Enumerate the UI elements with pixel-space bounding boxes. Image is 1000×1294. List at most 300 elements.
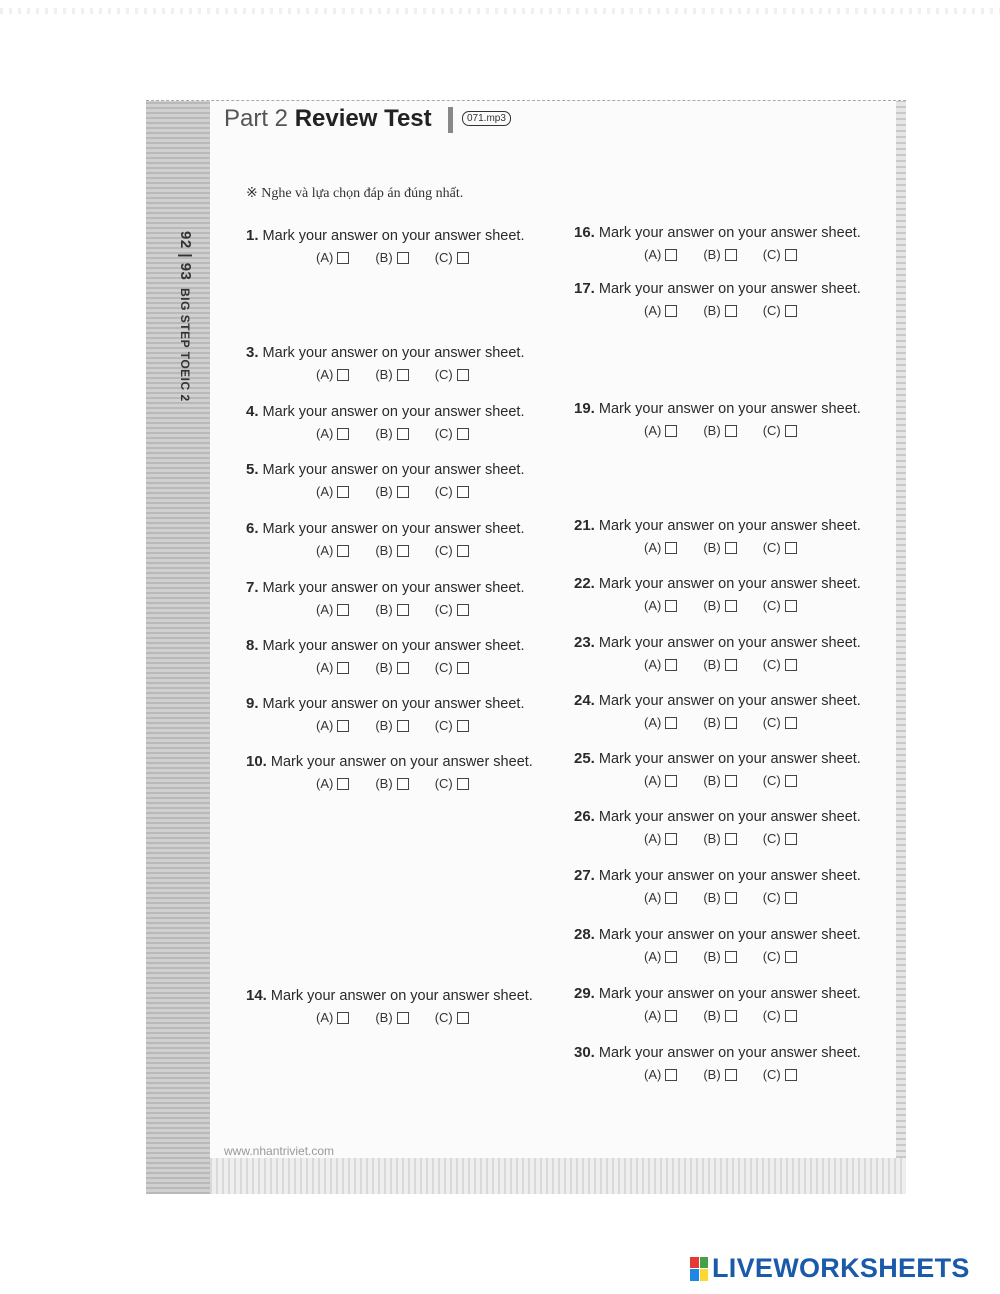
- answer-option[interactable]: [316, 718, 349, 733]
- answer-checkbox[interactable]: [337, 486, 349, 498]
- answer-option[interactable]: [763, 1008, 797, 1023]
- option-label: (C): [762, 773, 781, 788]
- answer-option[interactable]: [644, 715, 677, 730]
- answer-option[interactable]: [435, 484, 469, 499]
- question-text: Mark your answer on your answer sheet.: [598, 225, 861, 241]
- option-label: (B): [703, 831, 721, 846]
- question-text: Mark your answer on your answer sheet.: [270, 754, 533, 770]
- answer-option[interactable]: [703, 831, 736, 846]
- question-line: [246, 637, 566, 654]
- answer-option[interactable]: [644, 890, 677, 905]
- answer-checkbox[interactable]: [785, 951, 797, 963]
- option-label: (C): [762, 540, 781, 555]
- answer-checkbox[interactable]: [457, 720, 469, 732]
- answer-checkbox[interactable]: [665, 425, 677, 437]
- answer-checkbox[interactable]: [665, 717, 677, 729]
- answer-option[interactable]: [763, 949, 797, 964]
- answer-option[interactable]: [375, 602, 408, 617]
- option-label: (A): [644, 423, 662, 438]
- answer-option[interactable]: [316, 367, 349, 382]
- answer-option[interactable]: [703, 540, 736, 555]
- answer-checkbox[interactable]: [337, 720, 349, 732]
- answer-checkbox[interactable]: [457, 545, 469, 557]
- option-label: (A): [316, 426, 334, 441]
- answer-checkbox[interactable]: [725, 951, 737, 963]
- answer-options: [644, 1067, 894, 1082]
- answer-checkbox[interactable]: [785, 775, 797, 787]
- question-text: Mark your answer on your answer sheet.: [262, 404, 525, 420]
- answer-checkbox[interactable]: [785, 305, 797, 317]
- logo-cell: [690, 1257, 699, 1269]
- answer-checkbox[interactable]: [665, 305, 677, 317]
- answer-option[interactable]: [763, 773, 797, 788]
- answer-option[interactable]: [435, 660, 469, 675]
- scan-artifact: [0, 8, 1000, 14]
- question-number: 17.: [574, 280, 595, 297]
- audio-track-badge: 071.mp3: [462, 111, 511, 126]
- answer-checkbox[interactable]: [665, 1069, 677, 1081]
- answer-checkbox[interactable]: [725, 305, 737, 317]
- question-line: [246, 344, 566, 361]
- page-bottom-edge: [210, 1158, 906, 1194]
- question-line: [574, 692, 894, 709]
- answer-option[interactable]: [375, 1010, 408, 1025]
- answer-option[interactable]: [644, 598, 677, 613]
- question-line: [574, 517, 894, 534]
- option-label: (A): [644, 715, 662, 730]
- answer-option[interactable]: [763, 540, 797, 555]
- answer-checkbox[interactable]: [665, 951, 677, 963]
- question-item: [246, 461, 566, 499]
- question-item: [574, 224, 894, 262]
- brand-watermark: [690, 1253, 970, 1284]
- option-label: (B): [703, 1067, 721, 1082]
- question-item: [246, 344, 566, 382]
- answer-checkbox[interactable]: [725, 892, 737, 904]
- question-line: [574, 400, 894, 417]
- question-line: [574, 1044, 894, 1061]
- answer-checkbox[interactable]: [785, 659, 797, 671]
- answer-option[interactable]: [703, 890, 736, 905]
- answer-checkbox[interactable]: [337, 428, 349, 440]
- answer-option[interactable]: [644, 1067, 677, 1082]
- question-text: Mark your answer on your answer sheet.: [262, 345, 525, 361]
- answer-options: [644, 540, 894, 555]
- answer-option[interactable]: [375, 250, 408, 265]
- option-label: (C): [762, 247, 781, 262]
- question-text: Mark your answer on your answer sheet.: [598, 401, 861, 417]
- logo-cell: [700, 1257, 709, 1269]
- answer-checkbox[interactable]: [337, 778, 349, 790]
- answer-checkbox[interactable]: [725, 833, 737, 845]
- answer-checkbox[interactable]: [457, 486, 469, 498]
- answer-options: [644, 949, 894, 964]
- option-label: (C): [762, 890, 781, 905]
- question-line: [574, 575, 894, 592]
- question-text: Mark your answer on your answer sheet.: [598, 868, 861, 884]
- option-label: (C): [434, 660, 453, 675]
- option-label: (A): [644, 1008, 662, 1023]
- answer-checkbox[interactable]: [725, 600, 737, 612]
- option-label: (B): [703, 598, 721, 613]
- option-label: (B): [703, 949, 721, 964]
- question-number: 10.: [246, 753, 267, 770]
- answer-option[interactable]: [644, 1008, 677, 1023]
- option-label: (A): [644, 949, 662, 964]
- question-item: [574, 1044, 894, 1082]
- answer-option[interactable]: [763, 303, 797, 318]
- question-number: 28.: [574, 926, 595, 943]
- option-label: (A): [644, 773, 662, 788]
- answer-checkbox[interactable]: [397, 252, 409, 264]
- answer-option[interactable]: [703, 423, 736, 438]
- answer-options: [644, 831, 894, 846]
- question-item: [574, 575, 894, 613]
- question-item: [246, 695, 566, 733]
- question-line: [246, 520, 566, 537]
- answer-option[interactable]: [644, 247, 677, 262]
- option-label: (C): [434, 426, 453, 441]
- question-line: [246, 227, 566, 244]
- question-number: 30.: [574, 1044, 595, 1061]
- answer-checkbox[interactable]: [397, 604, 409, 616]
- answer-option[interactable]: [763, 831, 797, 846]
- answer-option[interactable]: [644, 423, 677, 438]
- answer-checkbox[interactable]: [397, 428, 409, 440]
- answer-option[interactable]: [703, 247, 736, 262]
- option-label: (C): [762, 657, 781, 672]
- answer-checkbox[interactable]: [665, 249, 677, 261]
- question-item: [246, 227, 566, 265]
- answer-options: [644, 657, 894, 672]
- option-label: (B): [375, 484, 393, 499]
- option-label: (C): [434, 1010, 453, 1025]
- answer-option[interactable]: [316, 776, 349, 791]
- answer-options: [316, 1010, 566, 1025]
- question-number: 6.: [246, 520, 259, 537]
- option-label: (A): [644, 598, 662, 613]
- answer-option[interactable]: [703, 1067, 736, 1082]
- question-number: 19.: [574, 400, 595, 417]
- option-label: (C): [762, 949, 781, 964]
- answer-checkbox[interactable]: [785, 717, 797, 729]
- answer-checkbox[interactable]: [397, 1012, 409, 1024]
- answer-checkbox[interactable]: [725, 659, 737, 671]
- answer-option[interactable]: [703, 657, 736, 672]
- option-label: (B): [375, 250, 393, 265]
- answer-checkbox[interactable]: [397, 486, 409, 498]
- option-label: (C): [762, 831, 781, 846]
- question-text: Mark your answer on your answer sheet.: [598, 693, 861, 709]
- brand-name: LIVEWORKSHEETS: [712, 1253, 970, 1283]
- answer-option[interactable]: [644, 949, 677, 964]
- answer-checkbox[interactable]: [665, 892, 677, 904]
- answer-checkbox[interactable]: [725, 425, 737, 437]
- answer-checkbox[interactable]: [785, 249, 797, 261]
- question-number: 26.: [574, 808, 595, 825]
- answer-option[interactable]: [435, 250, 469, 265]
- answer-options: [644, 247, 894, 262]
- answer-checkbox[interactable]: [665, 542, 677, 554]
- answer-checkbox[interactable]: [785, 892, 797, 904]
- option-label: (A): [316, 250, 334, 265]
- answer-options: [316, 426, 566, 441]
- answer-option[interactable]: [703, 303, 736, 318]
- answer-checkbox[interactable]: [397, 720, 409, 732]
- question-text: Mark your answer on your answer sheet.: [598, 809, 861, 825]
- question-item: [574, 280, 894, 318]
- question-number: 3.: [246, 344, 259, 361]
- question-text: Mark your answer on your answer sheet.: [262, 228, 525, 244]
- question-number: 9.: [246, 695, 259, 712]
- option-label: (C): [434, 250, 453, 265]
- answer-option[interactable]: [703, 715, 736, 730]
- question-text: Mark your answer on your answer sheet.: [262, 638, 525, 654]
- option-label: (C): [762, 303, 781, 318]
- question-text: Mark your answer on your answer sheet.: [598, 986, 861, 1002]
- book-spine: [146, 101, 210, 1194]
- option-label: (B): [703, 1008, 721, 1023]
- answer-checkbox[interactable]: [725, 717, 737, 729]
- question-text: Mark your answer on your answer sheet.: [598, 576, 861, 592]
- answer-option[interactable]: [644, 831, 677, 846]
- question-item: [246, 753, 566, 791]
- answer-checkbox[interactable]: [785, 600, 797, 612]
- answer-checkbox[interactable]: [457, 1012, 469, 1024]
- answer-option[interactable]: [316, 250, 349, 265]
- question-number: 1.: [246, 227, 259, 244]
- answer-option[interactable]: [435, 776, 469, 791]
- answer-checkbox[interactable]: [785, 1069, 797, 1081]
- option-label: (A): [644, 247, 662, 262]
- answer-option[interactable]: [703, 1008, 736, 1023]
- answer-checkbox[interactable]: [725, 542, 737, 554]
- question-item: [574, 985, 894, 1023]
- question-line: [246, 403, 566, 420]
- answer-option[interactable]: [644, 773, 677, 788]
- option-label: (A): [316, 660, 334, 675]
- answer-option[interactable]: [644, 657, 677, 672]
- answer-option[interactable]: [375, 660, 408, 675]
- option-label: (B): [703, 715, 721, 730]
- question-line: [246, 695, 566, 712]
- answer-checkbox[interactable]: [725, 1069, 737, 1081]
- answer-option[interactable]: [375, 543, 408, 558]
- option-label: (B): [375, 776, 393, 791]
- question-number: 4.: [246, 403, 259, 420]
- answer-checkbox[interactable]: [665, 600, 677, 612]
- answer-checkbox[interactable]: [665, 1010, 677, 1022]
- answer-checkbox[interactable]: [337, 604, 349, 616]
- answer-option[interactable]: [435, 367, 469, 382]
- answer-checkbox[interactable]: [785, 425, 797, 437]
- question-number: 25.: [574, 750, 595, 767]
- answer-checkbox[interactable]: [397, 369, 409, 381]
- answer-option[interactable]: [703, 598, 736, 613]
- answer-checkbox[interactable]: [457, 604, 469, 616]
- option-label: (A): [644, 657, 662, 672]
- question-item: [246, 637, 566, 675]
- answer-option[interactable]: [435, 543, 469, 558]
- question-text: Mark your answer on your answer sheet.: [262, 580, 525, 596]
- answer-option[interactable]: [375, 426, 408, 441]
- question-text: Mark your answer on your answer sheet.: [598, 518, 861, 534]
- option-label: (A): [644, 540, 662, 555]
- answer-option[interactable]: [435, 1010, 469, 1025]
- answer-checkbox[interactable]: [337, 545, 349, 557]
- answer-options: [316, 543, 566, 558]
- option-label: (A): [316, 1010, 334, 1025]
- question-item: [574, 692, 894, 730]
- answer-option[interactable]: [316, 660, 349, 675]
- question-text: Mark your answer on your answer sheet.: [262, 521, 525, 537]
- page-title: [224, 105, 432, 133]
- answer-option[interactable]: [435, 718, 469, 733]
- question-line: [574, 985, 894, 1002]
- answer-options: [316, 776, 566, 791]
- question-item: [246, 579, 566, 617]
- footer-url: www.nhantriviet.com: [224, 1144, 335, 1158]
- answer-option[interactable]: [375, 776, 408, 791]
- answer-checkbox[interactable]: [457, 428, 469, 440]
- answer-option[interactable]: [644, 540, 677, 555]
- instruction-text: ※ Nghe và lựa chọn đáp án đúng nhất.: [246, 186, 464, 201]
- answer-option[interactable]: [375, 367, 408, 382]
- answer-checkbox[interactable]: [337, 1012, 349, 1024]
- question-line: [246, 987, 566, 1004]
- title-part: Part 2: [224, 105, 289, 132]
- question-line: [574, 224, 894, 241]
- option-label: (A): [316, 776, 334, 791]
- option-label: (C): [762, 1067, 781, 1082]
- option-label: (B): [703, 423, 721, 438]
- question-number: 24.: [574, 692, 595, 709]
- answer-options: [644, 773, 894, 788]
- option-label: (A): [316, 718, 334, 733]
- answer-options: [316, 718, 566, 733]
- question-item: [246, 520, 566, 558]
- answer-option[interactable]: [316, 426, 349, 441]
- question-item: [574, 634, 894, 672]
- answer-options: [644, 1008, 894, 1023]
- answer-checkbox[interactable]: [785, 833, 797, 845]
- answer-option[interactable]: [375, 718, 408, 733]
- answer-option[interactable]: [703, 949, 736, 964]
- question-item: [574, 517, 894, 555]
- question-item: [246, 403, 566, 441]
- answer-checkbox[interactable]: [457, 252, 469, 264]
- option-label: (C): [762, 423, 781, 438]
- answer-checkbox[interactable]: [397, 662, 409, 674]
- spine-page-numbers: 92 | 93: [177, 231, 194, 281]
- answer-option[interactable]: [763, 715, 797, 730]
- answer-option[interactable]: [316, 543, 349, 558]
- answer-checkbox[interactable]: [457, 369, 469, 381]
- answer-option[interactable]: [763, 1067, 797, 1082]
- question-text: Mark your answer on your answer sheet.: [598, 281, 861, 297]
- question-number: 21.: [574, 517, 595, 534]
- answer-checkbox[interactable]: [337, 369, 349, 381]
- question-number: 7.: [246, 579, 259, 596]
- answer-option[interactable]: [375, 484, 408, 499]
- question-number: 29.: [574, 985, 595, 1002]
- option-label: (B): [703, 773, 721, 788]
- question-line: [246, 579, 566, 596]
- question-line: [574, 926, 894, 943]
- answer-option[interactable]: [763, 890, 797, 905]
- question-item: [574, 750, 894, 788]
- answer-checkbox[interactable]: [665, 775, 677, 787]
- option-label: (A): [316, 543, 334, 558]
- answer-options: [644, 303, 894, 318]
- option-label: (C): [434, 776, 453, 791]
- answer-options: [316, 484, 566, 499]
- question-item: [574, 867, 894, 905]
- answer-checkbox[interactable]: [457, 778, 469, 790]
- answer-options: [316, 602, 566, 617]
- option-label: (B): [703, 303, 721, 318]
- answer-option[interactable]: [316, 484, 349, 499]
- option-label: (C): [762, 598, 781, 613]
- answer-checkbox[interactable]: [665, 833, 677, 845]
- answer-option[interactable]: [703, 773, 736, 788]
- option-label: (C): [434, 602, 453, 617]
- answer-checkbox[interactable]: [725, 249, 737, 261]
- option-label: (A): [644, 890, 662, 905]
- answer-option[interactable]: [316, 602, 349, 617]
- answer-checkbox[interactable]: [785, 1010, 797, 1022]
- question-number: 14.: [246, 987, 267, 1004]
- question-item: [246, 987, 566, 1025]
- option-label: (B): [375, 718, 393, 733]
- option-label: (C): [762, 1008, 781, 1023]
- answer-option[interactable]: [763, 598, 797, 613]
- answer-option[interactable]: [763, 423, 797, 438]
- answer-checkbox[interactable]: [665, 659, 677, 671]
- option-label: (B): [703, 657, 721, 672]
- answer-option[interactable]: [644, 303, 677, 318]
- answer-option[interactable]: [435, 602, 469, 617]
- answer-option[interactable]: [763, 657, 797, 672]
- answer-option[interactable]: [435, 426, 469, 441]
- option-label: (C): [434, 718, 453, 733]
- question-text: Mark your answer on your answer sheet.: [262, 696, 525, 712]
- answer-checkbox[interactable]: [337, 252, 349, 264]
- option-label: (A): [316, 484, 334, 499]
- answer-checkbox[interactable]: [725, 1010, 737, 1022]
- logo-cell: [700, 1269, 709, 1281]
- answer-checkbox[interactable]: [397, 778, 409, 790]
- option-label: (B): [375, 426, 393, 441]
- answer-checkbox[interactable]: [725, 775, 737, 787]
- option-label: (A): [316, 367, 334, 382]
- question-line: [574, 280, 894, 297]
- answer-checkbox[interactable]: [337, 662, 349, 674]
- question-text: Mark your answer on your answer sheet.: [598, 751, 861, 767]
- answer-checkbox[interactable]: [457, 662, 469, 674]
- answer-options: [316, 367, 566, 382]
- answer-checkbox[interactable]: [397, 545, 409, 557]
- answer-option[interactable]: [763, 247, 797, 262]
- question-text: Mark your answer on your answer sheet.: [270, 988, 533, 1004]
- answer-options: [644, 890, 894, 905]
- answer-option[interactable]: [316, 1010, 349, 1025]
- question-number: 22.: [574, 575, 595, 592]
- answer-checkbox[interactable]: [785, 542, 797, 554]
- option-label: (B): [703, 540, 721, 555]
- option-label: (C): [434, 484, 453, 499]
- question-number: 16.: [574, 224, 595, 241]
